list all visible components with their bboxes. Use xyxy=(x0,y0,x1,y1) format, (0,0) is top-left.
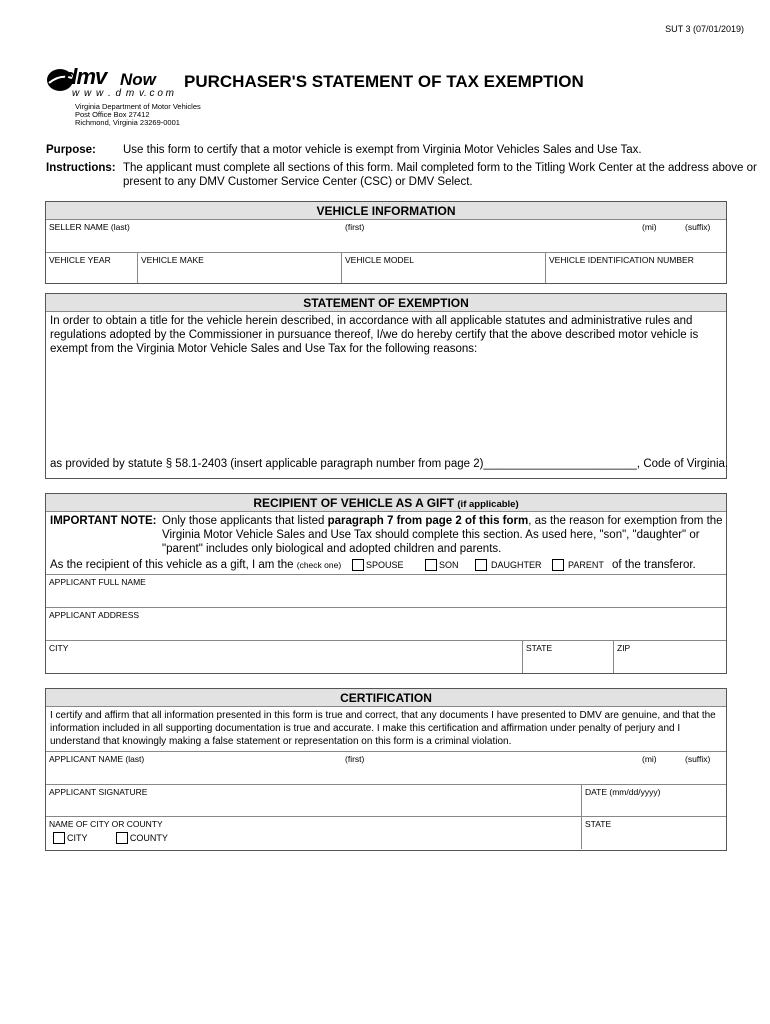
gift-city-field[interactable] xyxy=(46,641,522,673)
city-state-zip-row xyxy=(46,640,726,673)
vehicle-make-field[interactable] xyxy=(137,253,341,283)
applicant-mi-field[interactable] xyxy=(639,752,679,784)
cert-city-checkbox[interactable] xyxy=(53,832,65,844)
agency-address xyxy=(75,103,201,127)
applicant-mi-label: (mi) xyxy=(642,754,657,764)
agency-po-box: Post Office Box 27412 xyxy=(75,110,150,119)
applicant-address-label: APPLICANT ADDRESS xyxy=(49,610,140,620)
purpose-label: Purpose: xyxy=(46,144,96,156)
certification-section xyxy=(45,688,727,851)
seller-mi-label: (mi) xyxy=(642,222,657,232)
seller-suffix-field[interactable] xyxy=(682,220,727,252)
vehicle-model-field[interactable] xyxy=(341,253,545,283)
parent-checkbox[interactable] xyxy=(552,559,564,571)
applicant-address-row xyxy=(46,607,726,640)
transferor-text: of the transferor. xyxy=(612,559,696,571)
son-label: SON xyxy=(439,560,459,570)
certification-heading: CERTIFICATION xyxy=(46,689,726,707)
purpose-text: Use this form to certify that a motor vehicle is exempt from Virginia Motor Vehicles Sales and Use Tax. xyxy=(123,144,642,156)
statute-line[interactable]: as provided by statute § 58.1-2403 (insert applicable paragraph number from page 2)________________________, Code of Virginia. xyxy=(50,458,729,470)
check-one-note: (check one) xyxy=(296,560,342,570)
vehicle-year-field[interactable] xyxy=(46,253,137,283)
statement-of-exemption-heading: STATEMENT OF EXEMPTION xyxy=(46,294,726,312)
seller-suffix-label: (suffix) xyxy=(685,222,711,232)
city-county-field[interactable] xyxy=(46,817,581,849)
date-field[interactable] xyxy=(581,785,727,816)
cert-state-label: STATE xyxy=(585,819,612,829)
logo-url-tail: . c o m xyxy=(144,88,175,99)
logo-url: w w w . d m v xyxy=(72,88,146,99)
vehicle-model-label: VEHICLE MODEL xyxy=(345,255,414,265)
gift-state-field[interactable] xyxy=(522,641,613,673)
seller-mi-field[interactable] xyxy=(639,220,679,252)
son-option[interactable] xyxy=(425,556,459,574)
seller-first-label: (first) xyxy=(345,222,365,232)
daughter-option[interactable] xyxy=(475,556,542,574)
city-county-row xyxy=(46,816,726,849)
important-note xyxy=(46,512,726,556)
important-note-text xyxy=(162,514,724,556)
gift-recipient-heading xyxy=(46,494,726,512)
applicant-last-field[interactable] xyxy=(46,752,336,784)
vehicle-information-section xyxy=(45,201,727,284)
dmv-logo xyxy=(46,66,176,100)
logo-brand-suffix: Now xyxy=(120,70,156,89)
daughter-label: DAUGHTER xyxy=(491,560,542,570)
cert-city-option[interactable] xyxy=(53,832,88,842)
daughter-checkbox[interactable] xyxy=(475,559,487,571)
form-code: SUT 3 (07/01/2019) xyxy=(665,24,744,34)
statement-of-exemption-section xyxy=(45,293,727,479)
gift-city-label: CITY xyxy=(49,643,69,653)
city-county-label: NAME OF CITY OR COUNTY xyxy=(49,819,163,829)
parent-option[interactable] xyxy=(552,556,604,574)
cert-city-label: CITY xyxy=(67,833,88,843)
certification-text: I certify and affirm that all information presented in this form is true and correct, that any documents I have presented to DMV are genuine, and that the information included in all supporting documentation is true and accurate. I make this certification and affirmation under penalty of perjury and I understand that knowingly making a false statement or representation on this form is a criminal violation. xyxy=(50,710,716,747)
spouse-checkbox[interactable] xyxy=(352,559,364,571)
applicant-full-name-field[interactable] xyxy=(46,575,726,607)
instructions-label: Instructions: xyxy=(46,162,116,174)
seller-name-row xyxy=(46,220,726,252)
applicant-full-name-label: APPLICANT FULL NAME xyxy=(49,577,146,587)
gift-zip-label: ZIP xyxy=(617,643,631,653)
signature-date-row xyxy=(46,784,726,816)
exemption-text: In order to obtain a title for the vehicle herein described, in accordance with all applicable statutes and administrative rules and regulations adopted by the Commissioner in pursuance thereof, I/we do hereby certify that the above described motor vehicle is exempt from the Virginia Motor Vehicle Sales and Use Tax for the following reasons: xyxy=(50,315,699,355)
city-county-options xyxy=(53,832,578,844)
recipient-text: As the recipient of this vehicle as a gift, I am the xyxy=(50,559,294,571)
page-title: PURCHASER'S STATEMENT OF TAX EXEMPTION xyxy=(184,72,584,91)
instructions-row xyxy=(46,161,766,191)
vehicle-details-row xyxy=(46,252,726,283)
note-bold: paragraph 7 from page 2 of this form xyxy=(327,515,529,527)
applicant-name-row xyxy=(46,751,726,784)
purpose-row xyxy=(46,143,766,157)
vin-label: VEHICLE IDENTIFICATION NUMBER xyxy=(549,255,694,265)
applicant-last-label: APPLICANT NAME (last) xyxy=(49,754,145,764)
note-post: , as the reason for exemption from the Virginia Motor Vehicle Sales and Use Tax should complete this section. As used here, "son", "daughter" or "parent" includes only biological and adopted children and parents. xyxy=(162,515,723,555)
applicant-full-name-row xyxy=(46,574,726,607)
cert-county-label: COUNTY xyxy=(129,833,168,843)
parent-label: PARENT xyxy=(568,560,604,570)
seller-last-field[interactable] xyxy=(46,220,336,252)
seller-first-field[interactable] xyxy=(342,220,622,252)
gift-recipient-section xyxy=(45,493,727,674)
vehicle-information-heading: VEHICLE INFORMATION xyxy=(46,202,726,220)
recipient-relationship-row xyxy=(46,556,726,574)
note-pre: Only those applicants that listed xyxy=(162,515,325,527)
gift-heading-note: (if applicable) xyxy=(457,499,519,510)
instructions-text: The applicant must complete all sections of this form. Mail completed form to the Titling Work Center at the address above or present to any DMV Customer Service Center (CSC) or DMV Select. xyxy=(123,162,757,188)
agency-city: Richmond, Virginia 23269-0001 xyxy=(75,118,180,127)
spouse-label: SPOUSE xyxy=(366,560,404,570)
exemption-reasons-area[interactable] xyxy=(46,352,726,452)
son-checkbox[interactable] xyxy=(425,559,437,571)
applicant-suffix-field[interactable] xyxy=(682,752,727,784)
agency-name: Virginia Department of Motor Vehicles xyxy=(75,102,201,111)
applicant-first-label: (first) xyxy=(345,754,365,764)
vehicle-make-label: VEHICLE MAKE xyxy=(141,255,204,265)
vehicle-year-label: VEHICLE YEAR xyxy=(49,255,111,265)
date-label: DATE (mm/dd/yyyy) xyxy=(585,787,661,797)
cert-county-checkbox[interactable] xyxy=(116,832,128,844)
applicant-signature-field[interactable] xyxy=(46,785,581,816)
applicant-first-field[interactable] xyxy=(342,752,622,784)
logo-brand: dmv xyxy=(64,64,107,89)
gift-zip-field[interactable] xyxy=(613,641,727,673)
gift-heading-text: RECIPIENT OF VEHICLE AS A GIFT xyxy=(253,496,455,510)
applicant-suffix-label: (suffix) xyxy=(685,754,711,764)
cert-state-field[interactable] xyxy=(581,817,727,849)
cert-county-option[interactable] xyxy=(116,832,168,842)
important-note-label: IMPORTANT NOTE: xyxy=(50,515,157,527)
applicant-signature-label: APPLICANT SIGNATURE xyxy=(49,787,148,797)
gift-state-label: STATE xyxy=(526,643,553,653)
seller-last-label: SELLER NAME (last) xyxy=(49,222,130,232)
applicant-address-field[interactable] xyxy=(46,608,726,640)
spouse-option[interactable] xyxy=(352,556,404,574)
vin-field[interactable] xyxy=(545,253,727,283)
